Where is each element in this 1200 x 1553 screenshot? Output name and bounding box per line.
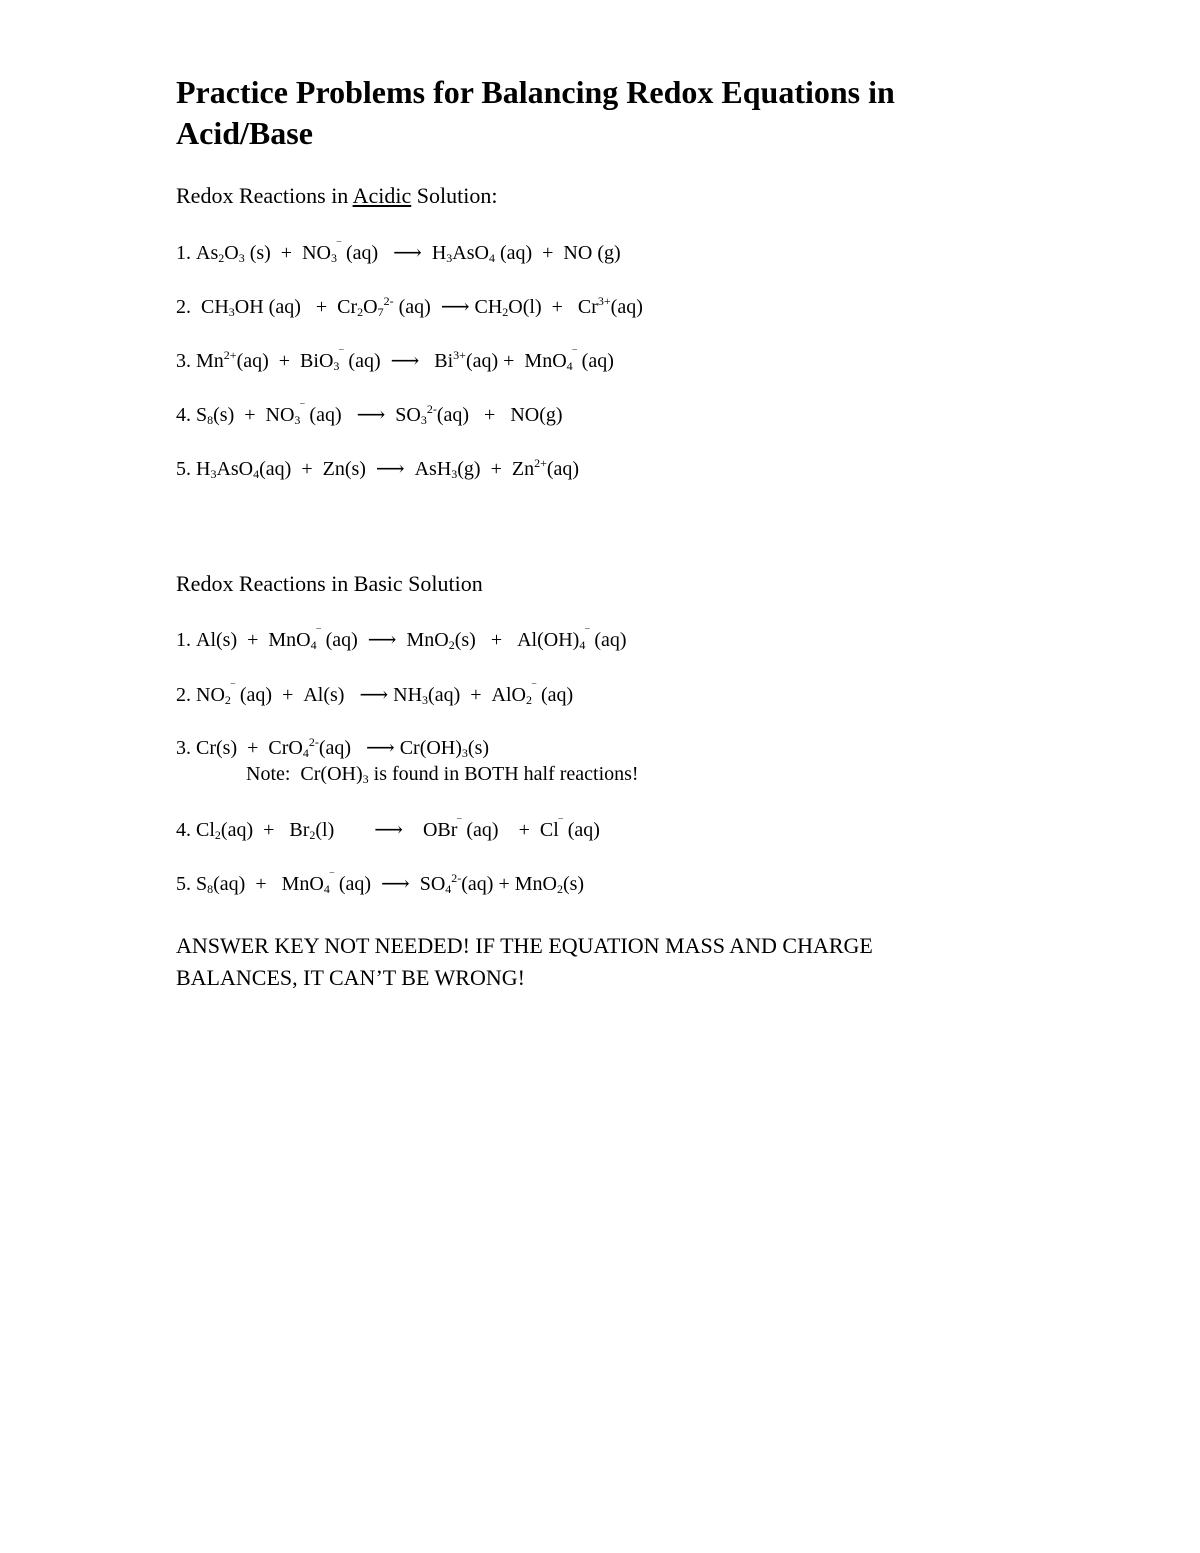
acidic-section-heading (176, 183, 497, 209)
acidic-heading-prefix: Redox Reactions in (176, 183, 353, 208)
equation: $H_3AsO_4(aq) + Zn(s)$ ⟶ $AsH_3(g) + Zn^{2+}(aq)$ (196, 456, 580, 481)
basic-problem-1 (176, 628, 627, 652)
basic-problem-4 (176, 818, 600, 842)
problem-number: 1. (176, 629, 191, 651)
problem-number: 2. (176, 296, 191, 318)
equation: Cr(s) + CrO$_4^{2-}$(aq) ⟶ $Cr(OH)_3(s)$ (196, 735, 490, 760)
acidic-heading-suffix: Solution: (411, 183, 498, 208)
acidic-problem-4 (176, 403, 563, 427)
basic-problem-3-note: Note: $Cr(OH)_3$ is found in BOTH half reactions! (246, 763, 639, 786)
acidic-problem-1 (176, 241, 621, 265)
equation: $S_8(aq) + MnO_4^‾$ (aq) ⟶ $SO_4^{2-}(aq) + MnO_2(s)$ (196, 871, 585, 896)
equation: $As_2O_3$ $(s) + NO_3^‾$ (aq) ⟶ $H_3AsO_4$ (aq) + NO (g) (196, 240, 621, 265)
equation: $NO_2^‾$ (aq) + Al(s) ⟶ $NH_3(aq) + AlO_2^‾$ (aq) (196, 682, 574, 707)
problem-number: 1. (176, 242, 191, 264)
acidic-problem-2 (176, 295, 643, 319)
problem-number: 4. (176, 404, 191, 426)
equation: $S_8(s) + NO_3^‾$ (aq) ⟶ $SO_3^{2-}(aq) + NO(g)$ (196, 402, 563, 427)
acidic-problem-3 (176, 349, 614, 373)
basic-problem-3 (176, 736, 489, 760)
basic-problem-5 (176, 872, 584, 896)
acidic-heading-underlined: Acidic (352, 183, 412, 208)
basic-problem-2 (176, 683, 573, 707)
equation: $Mn^{2+}(aq) + BiO_3^‾$ (aq) ⟶ $Bi^{3+}(aq) + MnO_4^‾$ (aq) (196, 348, 614, 373)
problem-number: 2. (176, 684, 191, 706)
equation: $Cl_2(aq) + Br_2(l)$ ⟶ OBr‾ (aq) + Cl‾ (aq) (196, 817, 600, 842)
page-title: Practice Problems for Balancing Redox Equations in Acid/Base (176, 74, 895, 151)
acidic-problem-5 (176, 457, 579, 481)
problem-number: 5. (176, 873, 191, 895)
problem-number: 3. (176, 737, 191, 759)
equation: Al(s) + MnO$_4$‾ (aq) ⟶ $MnO_2(s) + Al(OH)_4^‾$ (aq) (196, 627, 627, 652)
equation: $CH_3OH$ $(aq) + Cr_2O_7^{2-}$ (aq) ⟶ $CH_2O(l) + Cr^{3+}(aq)$ (196, 294, 643, 319)
problem-number: 5. (176, 458, 191, 480)
closing-note: ANSWER KEY NOT NEEDED! IF THE EQUATION MASS AND CHARGE BALANCES, IT CAN’T BE WRONG! (176, 933, 873, 990)
problem-number: 3. (176, 350, 191, 372)
problem-number: 4. (176, 819, 191, 841)
basic-section-heading: Redox Reactions in Basic Solution (176, 571, 483, 596)
